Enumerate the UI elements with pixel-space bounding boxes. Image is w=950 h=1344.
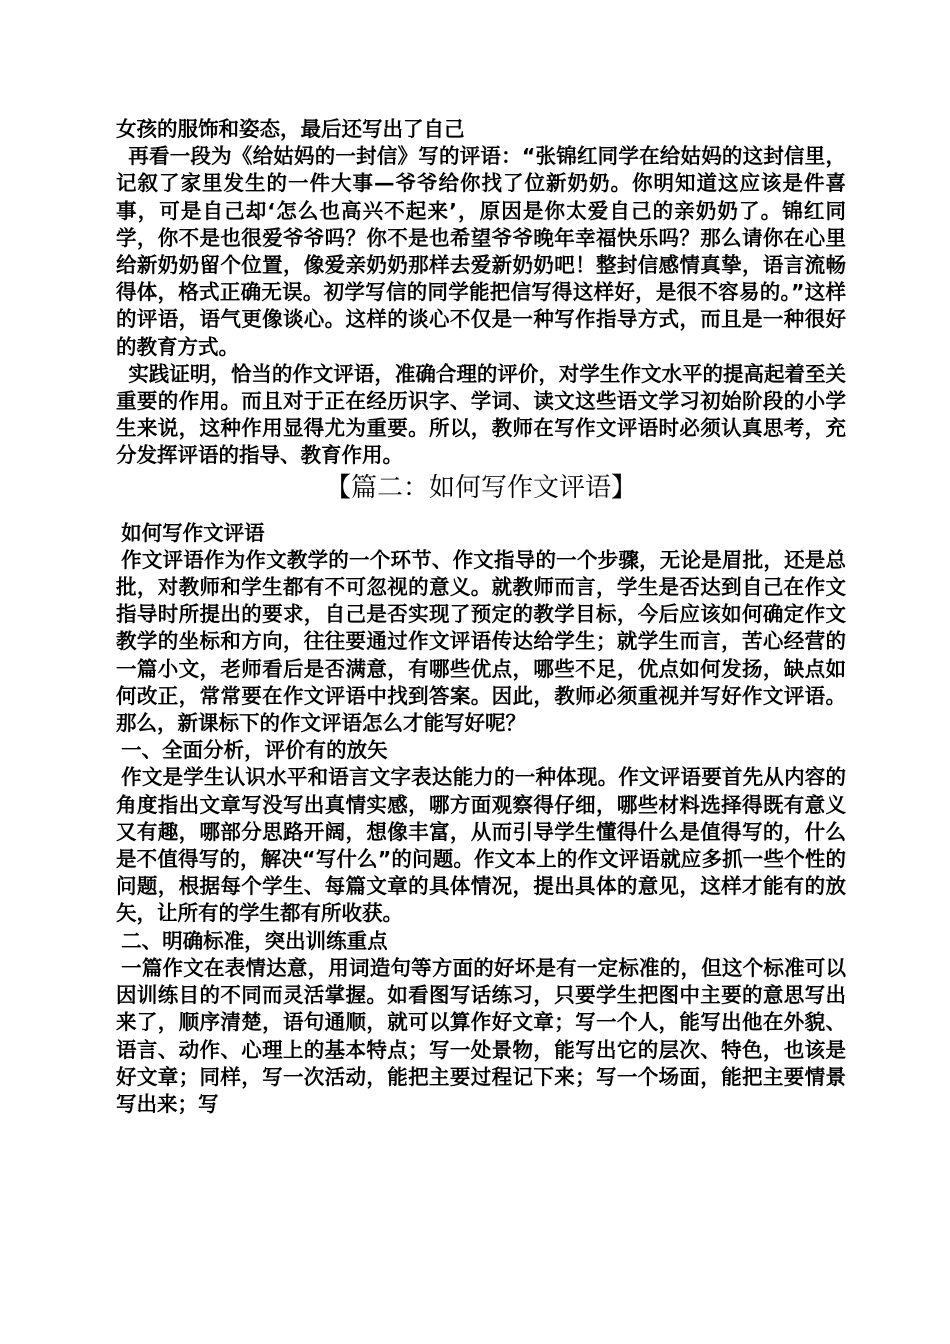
paragraph-intro: 作文评语作为作文教学的一个环节、作文指导的一个步骤，无论是眉批，还是总批，对教师和学生都有不可忽视的意义。就教师而言，学生是否达到自己在作文指导时所提出的要求，自己是否实现了预定的教学目标，今后应该如何确定作文教学的坐标和方向，往往要通过作文评语传达给学生；就学生而言，苦心经营的一篇小文，老师看后是否满意，有哪些优点，哪些不足，优点如何发扬，缺点如何改正，常常要在作文评语中找到答案。因此，教师必须重视并写好作文评语。那么，新课标下的作文评语怎么才能写好呢？ [116,547,846,736]
subheading-two: 二、明确标准，突出训练重点 [121,928,388,953]
paragraph-analysis: 作文是学生认识水平和语言文字表达能力的一种体现。作文评语要首先从内容的角度指出文章写没写出真情实感，哪方面观察得仔细，哪些材料选择得既有意义又有趣，哪部分思路开阔，想像丰富，从而引导学生懂得什么是值得写的，什么是不值得写的，解决“写什么”的问题。作文本上的作文评语就应多抓一些个性的问题，根据每个学生、每篇文章的具体情况，提出具体的意见，这样才能有的放矢，让所有的学生都有所收获。 [116,765,846,926]
section-heading: 【篇二：如何写作文评语】 [324,472,637,503]
paragraph-practice-proof: 实践证明，恰当的作文评语，准确合理的评价，对学生作文水平的提高起着至关重要的作用。而且对于正在经历识字、学词、读文这些语文学习初始阶段的小学生来说，这种作用显得尤为重要。所以，教师在写作文评语时必须认真思考，充分发挥评语的指导、教育作用。 [116,361,846,468]
paragraph-letter-comment: 再看一段为《给姑妈的一封信》写的评语：“张锦红同学在给姑妈的这封信里，记叙了家里发生的一件大事—爷爷给你找了位新奶奶。你明知道这应该是件喜事，可是自己却‘怎么也高兴不起来’，原因是你太爱自己的亲奶奶了。锦红同学，你不是也很爱爷爷吗？你不是也希望爷爷晚年幸福快乐吗？那么请你在心里给新奶奶留个位置，像爱亲奶奶那样去爱新奶奶吧！整封信感情真挚，语言流畅得体，格式正确无误。初学写信的同学能把信写得这样好，是很不容易的。”这样的评语，语气更像谈心。这样的谈心不仅是一种写作指导方式，而且是一种很好的教育方式。 [116,144,846,359]
paragraph-continuation: 女孩的服饰和姿态，最后还写出了自己 [116,117,465,141]
article-title: 如何写作文评语 [121,520,265,545]
paragraph-standards: 一篇作文在表情达意，用词造句等方面的好坏是有一定标准的，但这个标准可以因训练目的不同而灵活掌握。如看图写话练习，只要学生把图中主要的意思写出来了，顺序清楚，语句通顺，就可以算作好文章；写一个人，能写出他在外貌、语言、动作、心理上的基本特点；写一处景物，能写出它的层次、特色，也该是好文章；同样，写一次活动，能把主要过程记下来；写一个场面，能把主要情景写出来；写 [116,955,846,1116]
document-page [116,116,846,1118]
subheading-one: 一、全面分析，评价有的放矢 [121,738,388,763]
